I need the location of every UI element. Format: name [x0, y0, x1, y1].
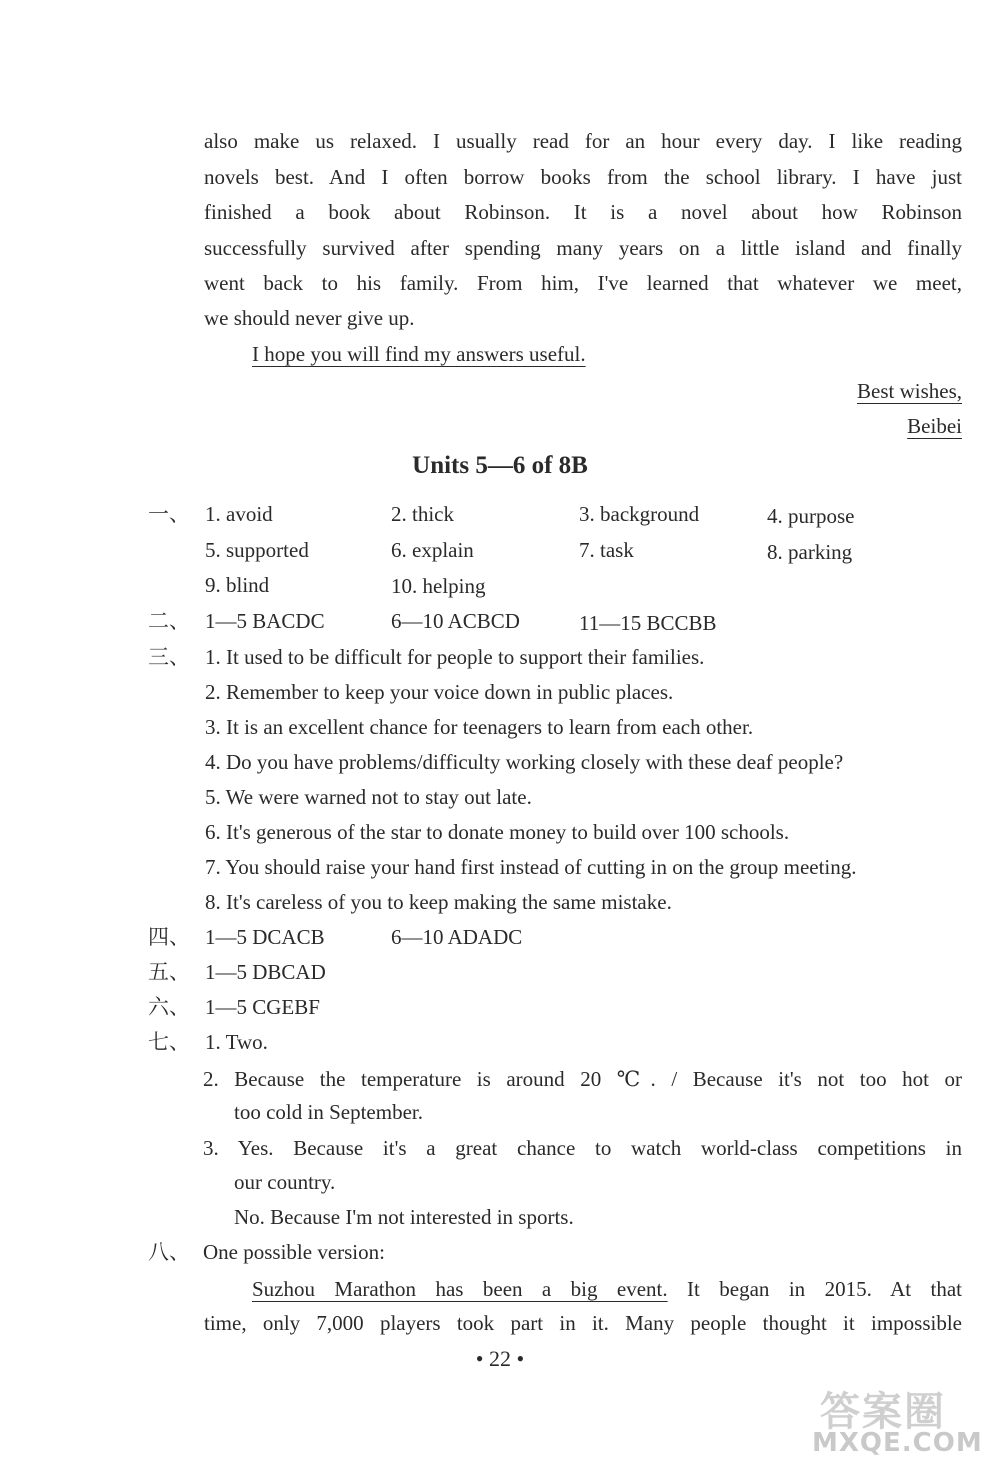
part8-intro: One possible version: [203, 1240, 385, 1264]
part3-sentence: 8. It's careless of you to keep making the same mistake. [205, 890, 672, 914]
section-title: Units 5—6 of 8B [412, 452, 588, 479]
part3-sentence: 6. It's generous of the star to donate money to build over 100 schools. [205, 820, 790, 844]
part1-item: 7. task [579, 538, 634, 562]
letter-signature: Beibei [907, 414, 962, 438]
part3-sentence: 4. Do you have problems/difficulty working closely with these deaf people? [205, 750, 844, 774]
part4-group: 1—5 DCACB [205, 925, 325, 949]
watermark-site: MXQE.COM [812, 1428, 983, 1458]
part1-item: 4. purpose [767, 504, 855, 528]
part8-paragraph-rest: It began in 2015. At that [667, 1277, 962, 1301]
part1-item: 6. explain [391, 538, 474, 562]
part7-answer-3-line-3: No. Because I'm not interested in sports. [234, 1205, 574, 1229]
page-number: • 22 • [475, 1346, 525, 1371]
part1-item: 9. blind [205, 573, 270, 597]
part7-answer-2-line-1: 2. Because the temperature is around 20 ℃. / Because it's not too hot or [203, 1067, 962, 1091]
part2-group: 1—5 BACDC [205, 609, 325, 633]
part7-answer-3-line-2: our country. [234, 1170, 336, 1194]
part2-label: 二、 [148, 609, 190, 633]
part3-sentence: 2. Remember to keep your voice down in public places. [205, 680, 674, 704]
part7-label: 七、 [148, 1030, 190, 1054]
part8-underlined-sentence: Suzhou Marathon has been a big event. [252, 1277, 668, 1301]
letter-sign-off: Best wishes, [857, 379, 962, 403]
part8-paragraph-line-2: time, only 7,000 players took part in it. Many people thought it impossible [204, 1311, 962, 1335]
letter-closing-line: I hope you will find my answers useful. [252, 342, 586, 366]
part1-label: 一、 [148, 502, 190, 526]
part1-item: 10. helping [391, 574, 486, 598]
part3-label: 三、 [148, 645, 190, 669]
part3-sentence: 3. It is an excellent chance for teenagers to learn from each other. [205, 715, 754, 739]
part2-group: 11—15 BCCBB [579, 611, 717, 635]
part1-item: 1. avoid [205, 502, 273, 526]
part3-sentence: 1. It used to be difficult for people to support their families. [205, 645, 705, 669]
part6-group: 1—5 CGEBF [205, 995, 320, 1019]
part1-item: 3. background [579, 502, 700, 526]
part7-answer-3-line-1: 3. Yes. Because it's a great chance to watch world-class competitions in [203, 1136, 962, 1160]
part1-item: 8. parking [767, 540, 853, 564]
letter-line-4: successfully survived after spending many years on a little island and finally [204, 236, 962, 260]
part7-answer-2-line-2: too cold in September. [234, 1100, 423, 1124]
part5-label: 五、 [148, 960, 190, 984]
letter-line-3: finished a book about Robinson. It is a novel about how Robinson [204, 200, 962, 224]
part8-paragraph-line-1 [252, 1274, 962, 1304]
part1-item: 2. thick [391, 502, 454, 526]
letter-line-1: also make us relaxed. I usually read for an hour every day. I like reading [204, 129, 962, 153]
part2-group: 6—10 ACBCD [391, 609, 520, 633]
part1-item: 5. supported [205, 538, 309, 562]
part8-label: 八、 [148, 1240, 190, 1264]
part4-label: 四、 [148, 925, 190, 949]
letter-line-2: novels best. And I often borrow books from the school library. I have just [204, 165, 962, 189]
part5-group: 1—5 DBCAD [205, 960, 326, 984]
part4-group: 6—10 ADADC [391, 925, 523, 949]
watermark-logo: 答案圈 [820, 1389, 946, 1435]
letter-line-5: went back to his family. From him, I've learned that whatever we meet, [204, 271, 962, 295]
letter-line-6: we should never give up. [204, 306, 415, 330]
part7-answer-1: 1. Two. [205, 1030, 268, 1054]
part3-sentence: 5. We were warned not to stay out late. [205, 785, 532, 809]
part3-sentence: 7. You should raise your hand first instead of cutting in on the group meeting. [205, 855, 857, 879]
part6-label: 六、 [148, 995, 190, 1019]
part1-grid [205, 499, 965, 609]
